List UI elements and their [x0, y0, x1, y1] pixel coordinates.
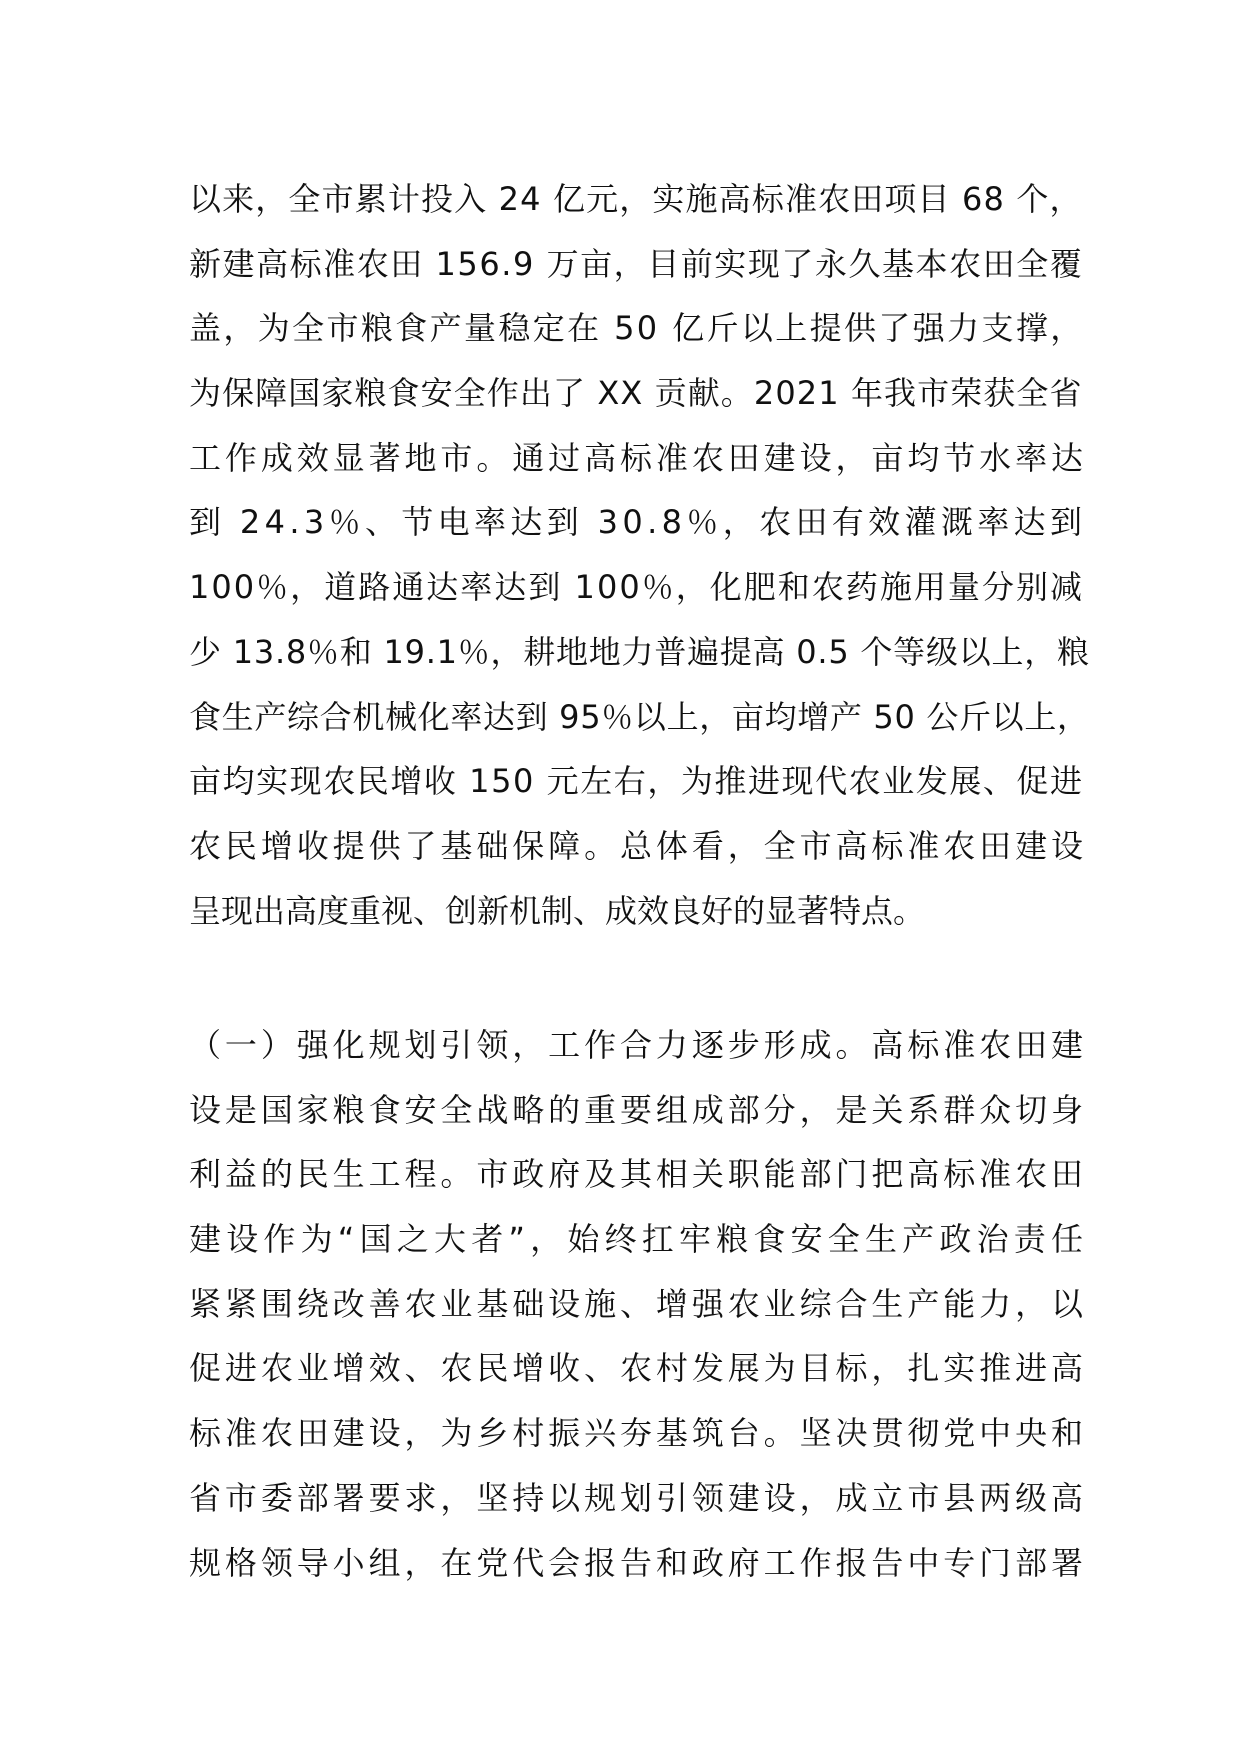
line-text: 标准农田建设，为乡村振兴夯基筑台。坚决贯彻党中央和	[189, 1414, 1087, 1453]
paragraph-line	[189, 1466, 1089, 1531]
line-text: （一）强化规划引领，工作合力逐步形成。高标准农田建	[189, 1026, 1087, 1064]
paragraph-line	[189, 1207, 1089, 1272]
paragraph-line	[189, 1272, 1089, 1337]
line-text: 建设作为“国之大者”，始终扛牢粮食安全生产政治责任	[189, 1220, 1089, 1259]
line-text: 省市委部署要求，坚持以规划引领建设，成立市县两级高	[189, 1478, 1087, 1517]
line-text: 为保障国家粮食安全作出了 XX 贡献。2021 年我市荣获全省	[189, 374, 1083, 413]
paragraph-1	[189, 167, 1089, 943]
line-text: 100％，道路通达率达到 100％，化肥和农药施用量分别减	[189, 568, 1085, 607]
paragraph-line	[189, 685, 1089, 750]
line-text: 促进农业增效、农民增收、农村发展为目标，扎实推进高	[189, 1349, 1087, 1388]
line-text: 少 13.8％和 19.1％，耕地地力普遍提高 0.5 个等级以上，粮	[189, 632, 1090, 671]
paragraph-line	[189, 620, 1089, 685]
line-text: 利益的民生工程。市政府及其相关职能部门把高标准农田	[189, 1155, 1087, 1194]
paragraph-line	[189, 1078, 1089, 1143]
paragraph-line	[189, 1142, 1089, 1207]
paragraph-line	[189, 1336, 1089, 1401]
line-text: 盖，为全市粮食产量稳定在 50 亿斤以上提供了强力支撑，	[189, 309, 1085, 348]
line-text: 以来，全市累计投入 24 亿元，实施高标准农田项目 68 个，	[189, 180, 1083, 218]
paragraph-line	[189, 426, 1089, 491]
line-text: 呈现出高度重视、创新机制、成效良好的显著特点。	[189, 891, 926, 930]
line-text: 新建高标准农田 156.9 万亩，目前实现了永久基本农田全覆	[189, 244, 1084, 283]
paragraph-line	[189, 1013, 1089, 1078]
paragraph-line	[189, 1401, 1089, 1466]
paragraph-line	[189, 555, 1089, 620]
paragraph-line	[189, 361, 1089, 426]
line-text: 农民增收提供了基础保障。总体看，全市高标准农田建设	[189, 826, 1087, 865]
paragraph-line	[189, 814, 1089, 879]
paragraph-2	[189, 1013, 1089, 1595]
line-text: 到 24.3％、节电率达到 30.8％，农田有效灌溉率达到	[189, 503, 1087, 542]
line-text: 紧紧围绕改善农业基础设施、增强农业综合生产能力，以	[189, 1284, 1087, 1323]
line-text: 设是国家粮食安全战略的重要组成部分，是关系群众切身	[189, 1090, 1087, 1129]
line-text: 规格领导小组，在党代会报告和政府工作报告中专门部署	[189, 1543, 1087, 1582]
line-text: 食生产综合机械化率达到 95％以上，亩均增产 50 公斤以上，	[189, 697, 1090, 736]
paragraph-line	[189, 879, 1089, 944]
paragraph-line	[189, 232, 1089, 297]
line-text: 亩均实现农民增收 150 元左右，为推进现代农业发展、促进	[189, 762, 1084, 801]
paragraph-line	[189, 1531, 1089, 1596]
paragraph-line	[189, 749, 1089, 814]
line-text: 工作成效显著地市。通过高标准农田建设，亩均节水率达	[189, 438, 1087, 477]
paragraph-line	[189, 167, 1089, 232]
paragraph-line	[189, 490, 1089, 555]
paragraph-line	[189, 296, 1089, 361]
